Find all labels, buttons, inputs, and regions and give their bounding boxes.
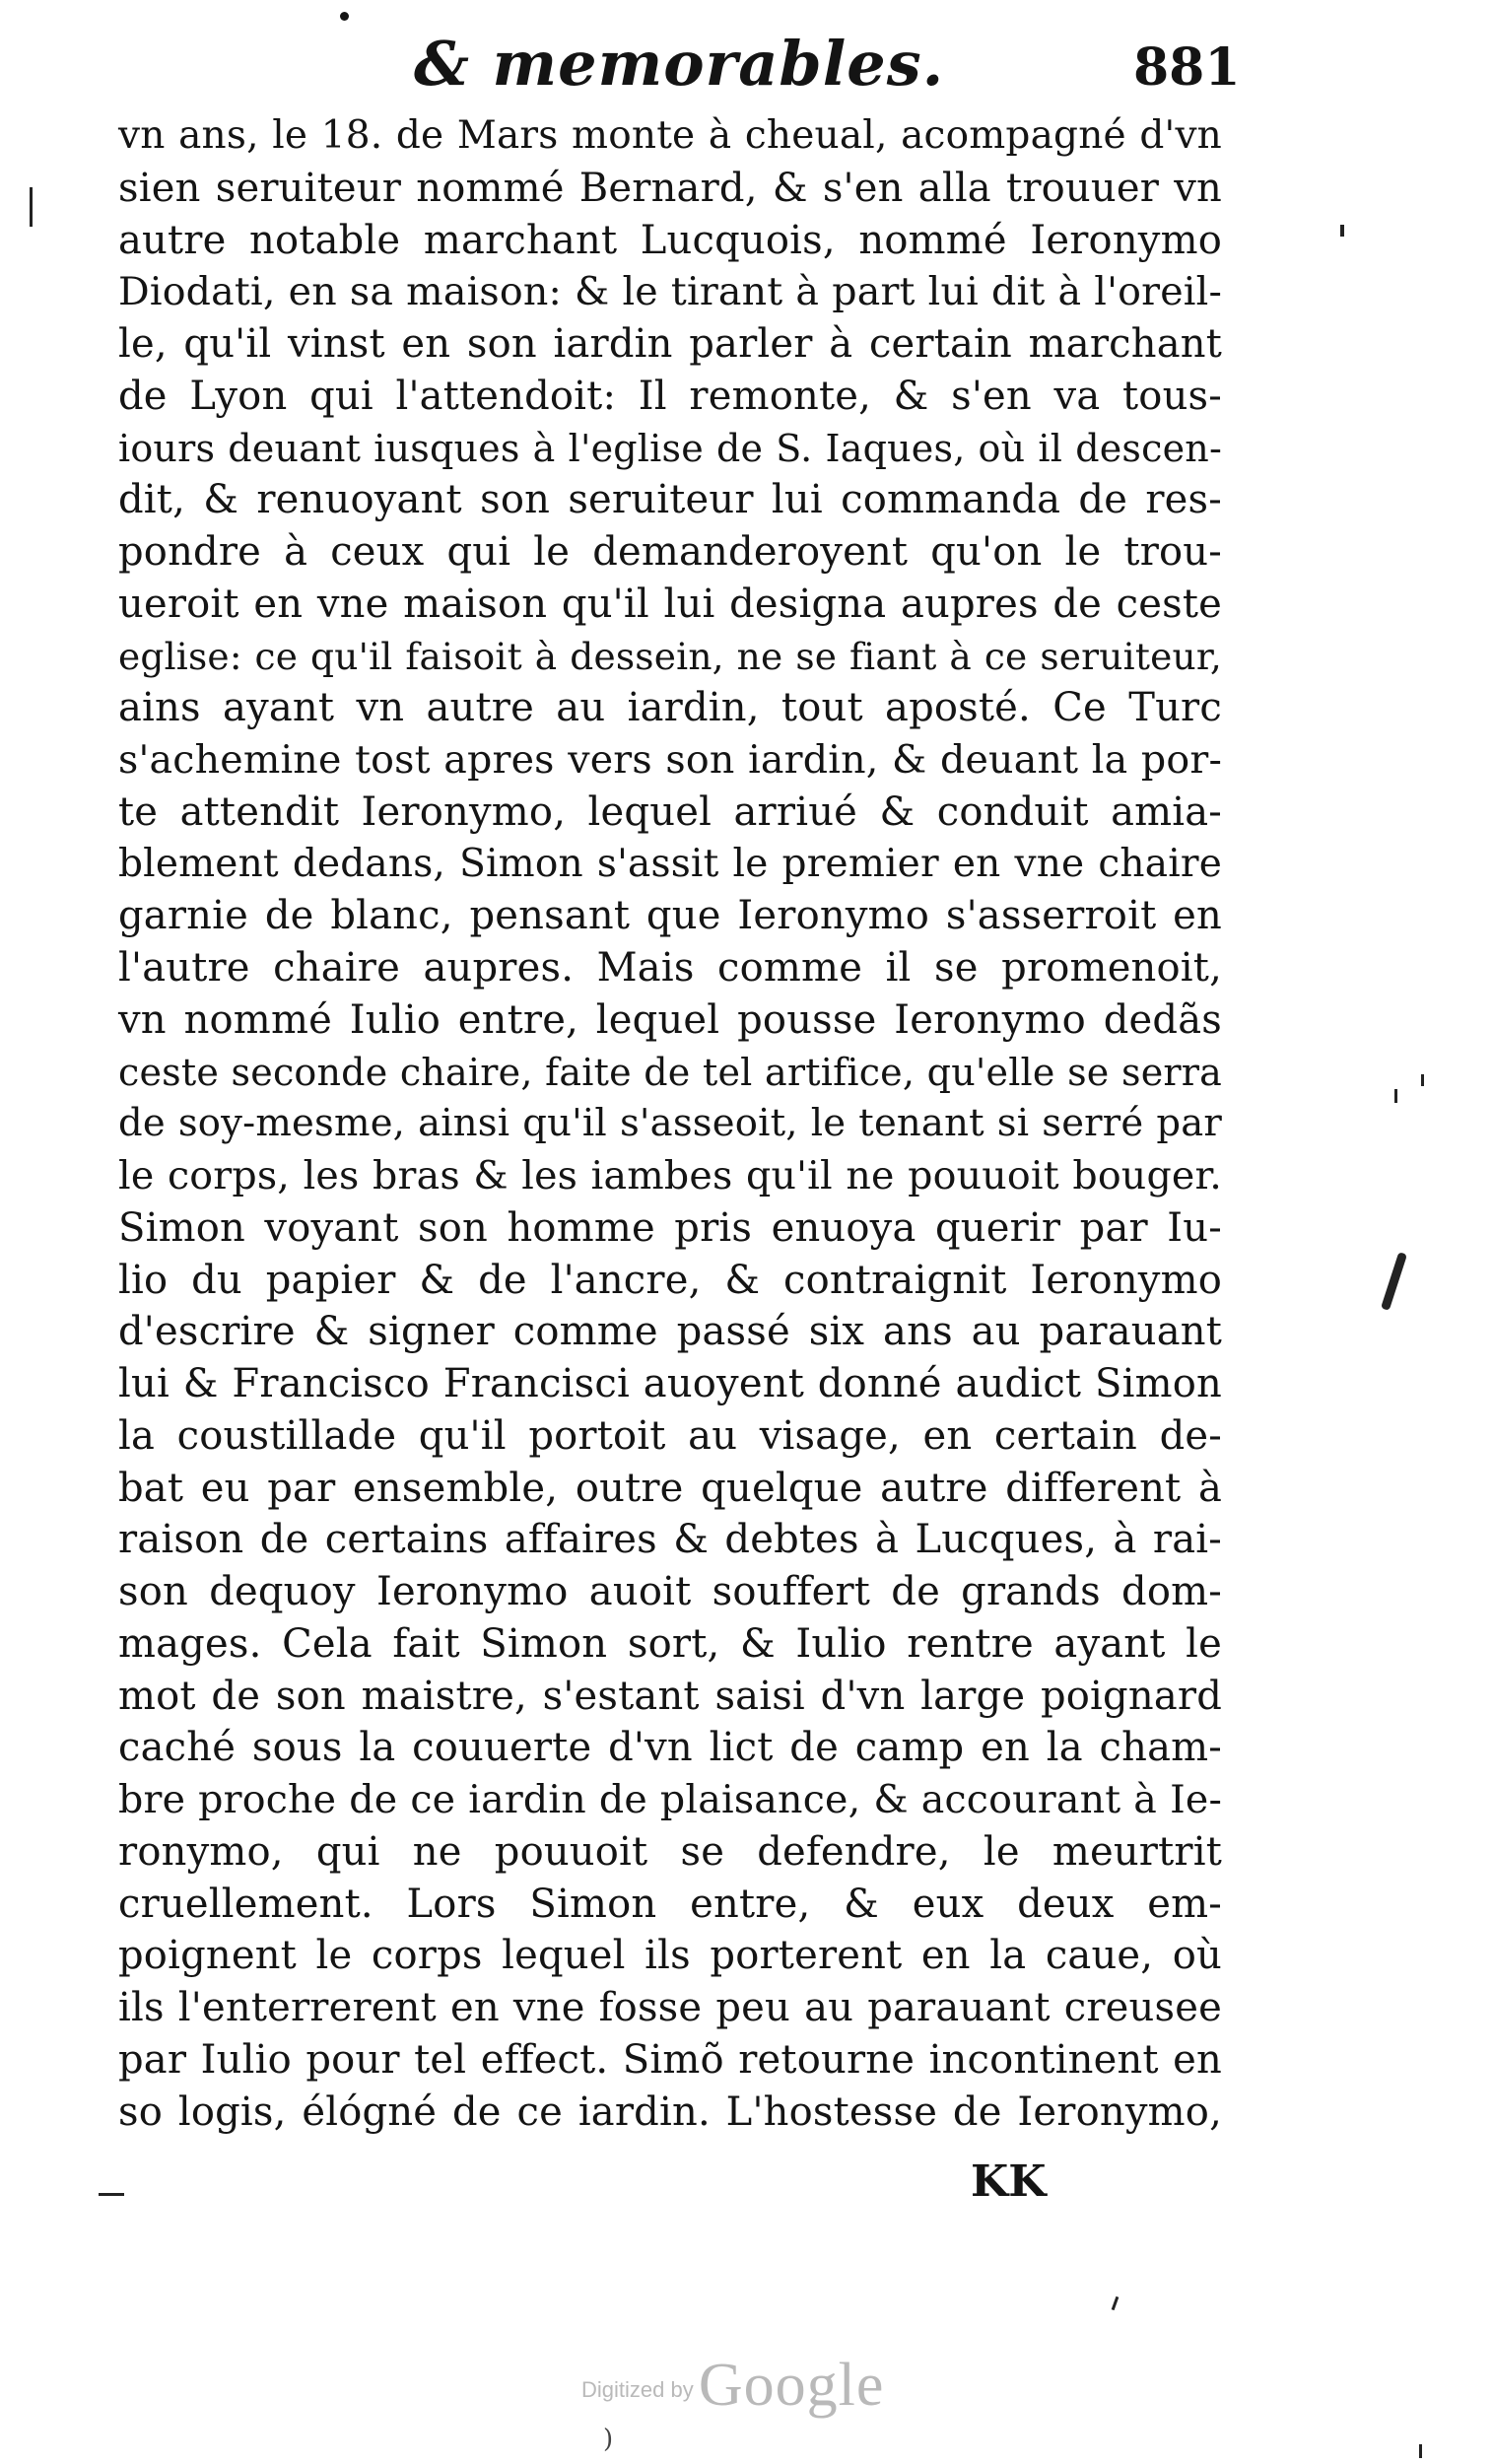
text-line: sien seruiteur nommé Bernard, & s'en alla trouuer vn: [118, 165, 1222, 211]
text-line: bat eu par ensemble, outre quelque autre different à: [118, 1465, 1222, 1511]
text-line: poignent le corps lequel ils porterent en la caue, où: [118, 1933, 1222, 1979]
text-line: lio du papier & de l'ancre, & contraignit Ieronymo: [118, 1257, 1222, 1303]
text-line: dit, & renuoyant son seruiteur lui commanda de res-: [118, 477, 1222, 523]
digitization-watermark: [581, 2351, 884, 2421]
text-line: le corps, les bras & les iambes qu'il ne pouuoit bouger.: [118, 1153, 1222, 1198]
stray-ink-mark: [1419, 2444, 1422, 2458]
text-line: son dequoy Ieronymo auoit souffert de grands dom-: [118, 1569, 1222, 1614]
text-line: iours deuant iusques à l'eglise de S. Iaques, où il descen-: [118, 426, 1222, 470]
text-line: s'achemine tost apres vers son iardin, & deuant la por-: [118, 737, 1222, 783]
text-line: vn ans, le 18. de Mars monte à cheual, acompagné d'vn: [118, 113, 1222, 158]
stray-ink-mark: [1381, 1252, 1407, 1311]
text-line: ronymo, qui ne pouuoit se defendre, le meurtrit: [118, 1828, 1222, 1875]
ink-dot: [340, 12, 349, 21]
text-line: la coustillade qu'il portoit au visage, en certain de-: [118, 1412, 1222, 1459]
text-line: ueroit en vne maison qu'il lui designa aupres de ceste: [118, 581, 1222, 627]
signature-mark: KK: [971, 2156, 1047, 2207]
text-line: pondre à ceux qui le demanderoyent qu'on le trou-: [118, 529, 1222, 575]
text-line: blement dedans, Simon s'assit le premier en vne chaire: [118, 841, 1222, 886]
text-line: ains ayant vn autre au iardin, tout aposté. Ce Turc: [118, 685, 1222, 731]
text-line: autre notable marchant Lucquois, nommé Ieronymo: [118, 217, 1222, 263]
text-line: de Lyon qui l'attendoit: Il remonte, & s'en va tous-: [118, 373, 1222, 419]
text-line: lui & Francisco Francisci auoyent donné audict Simon: [118, 1361, 1222, 1406]
stray-ink-mark: [1340, 225, 1344, 237]
stray-ink-mark: [1394, 1089, 1397, 1103]
text-line: caché sous la couuerte d'vn lict de camp en la cham-: [118, 1725, 1222, 1771]
stray-ink-mark: [99, 2193, 124, 2196]
text-line: garnie de blanc, pensant que Ieronymo s'asserroit en: [118, 893, 1222, 939]
text-line: ceste seconde chaire, faite de tel artifice, qu'elle se serra: [118, 1050, 1222, 1094]
stray-ink-mark: [1421, 1074, 1424, 1086]
google-logo: Google: [698, 2352, 885, 2419]
text-line: ils l'enterrerent en vne fosse peu au parauant creusee: [118, 1985, 1222, 2030]
text-line: de soy-mesme, ainsi qu'il s'asseoit, le tenant si serré par: [118, 1101, 1222, 1146]
text-line: mot de son maistre, s'estant saisi d'vn large poignard: [118, 1673, 1222, 1719]
body-text: [118, 110, 1222, 2138]
text-line: Simon voyant son homme pris enuoya querir par Iu-: [118, 1204, 1222, 1251]
text-line: raison de certains affaires & debtes à Lucques, à rai-: [118, 1517, 1222, 1563]
text-line: cruellement. Lors Simon entre, & eux deux em-: [118, 1881, 1222, 1927]
text-line: par Iulio pour tel effect. Simõ retourne incontinent en: [118, 2036, 1222, 2083]
text-line: Diodati, en sa maison: & le tirant à part lui dit à l'oreil-: [118, 269, 1222, 315]
text-line: d'escrire & signer comme passé six ans au parauant: [118, 1309, 1222, 1355]
text-line: vn nommé Iulio entre, lequel pousse Ieronymo dedãs: [118, 996, 1222, 1043]
text-line: so logis, élógné de ce iardin. L'hostesse de Ieronymo,: [118, 2088, 1222, 2135]
text-line: bre proche de ce iardin de plaisance, & accourant à Ie-: [118, 1777, 1222, 1822]
text-line: l'autre chaire aupres. Mais comme il se promenoit,: [118, 945, 1222, 991]
text-line: eglise: ce qu'il faisoit à dessein, ne se fiant à ce seruiteur,: [118, 634, 1222, 678]
page-number: 881: [1133, 37, 1241, 98]
footer-mark: ): [603, 2425, 614, 2454]
stray-ink-mark: [1112, 2296, 1120, 2310]
watermark-prefix: Digitized by: [581, 2377, 694, 2402]
text-line: te attendit Ieronymo, lequel arriué & conduit amia-: [118, 788, 1222, 835]
text-line: le, qu'il vinst en son iardin parler à certain marchant: [118, 321, 1222, 367]
text-line: mages. Cela fait Simon sort, & Iulio rentre ayant le: [118, 1620, 1222, 1667]
stray-ink-mark: [30, 187, 33, 227]
running-head: & memorables.: [414, 28, 945, 100]
